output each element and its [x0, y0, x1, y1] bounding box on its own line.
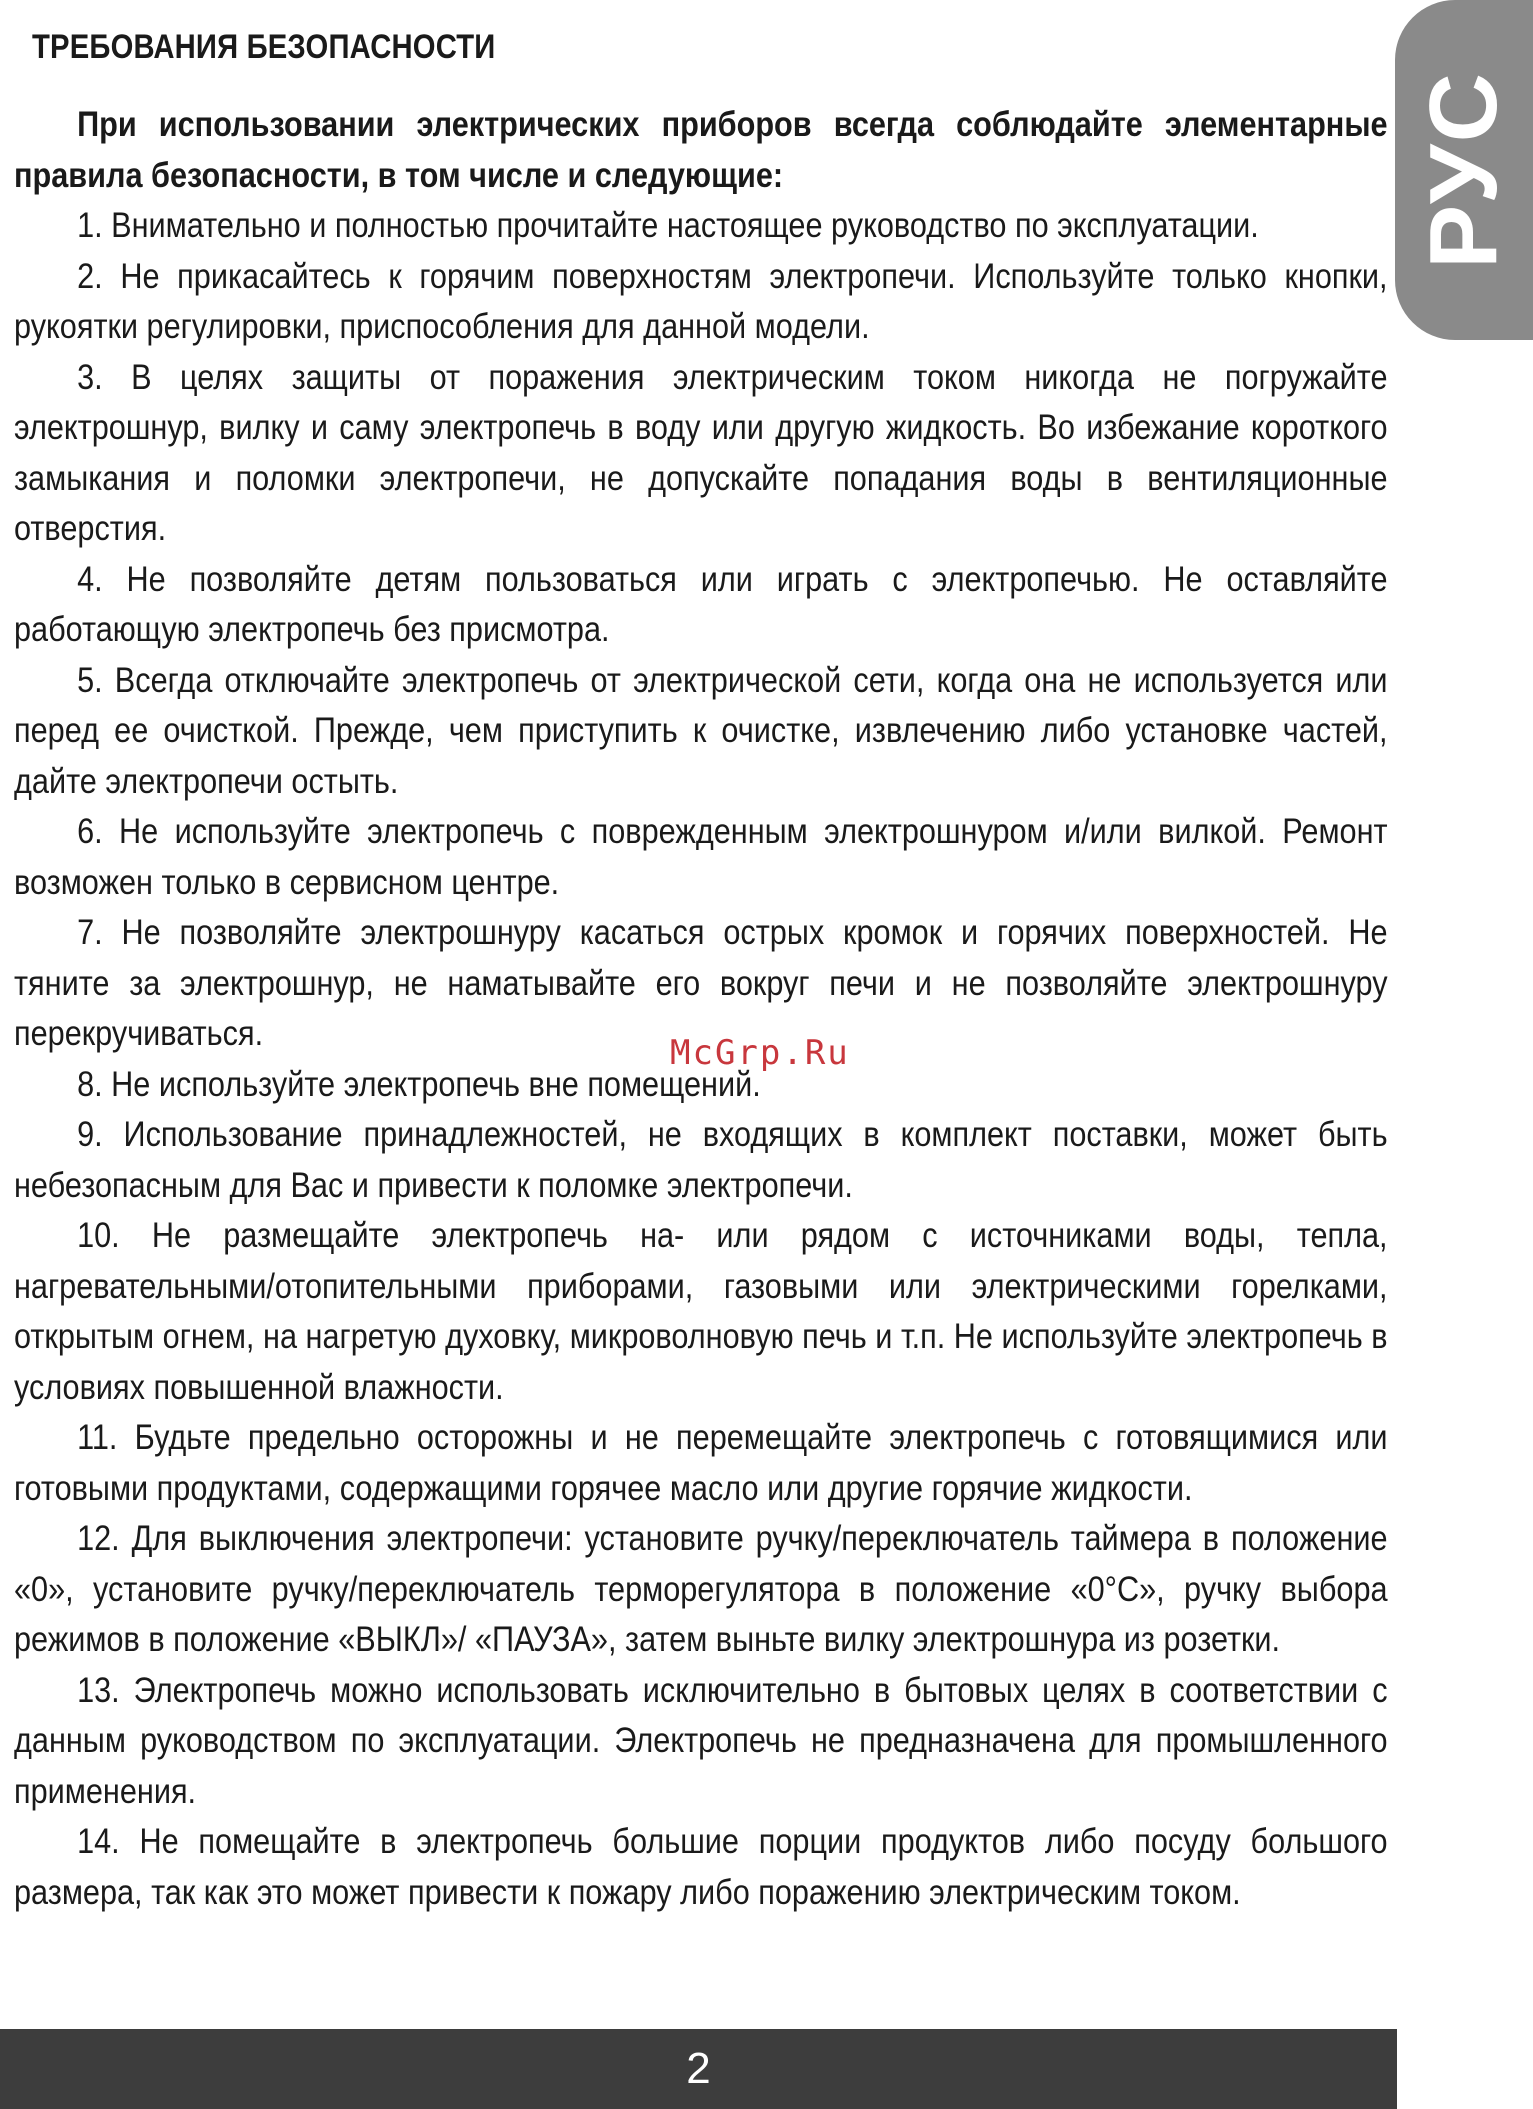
instruction-item: 10. Не размещайте электропечь на- или рядом с источниками воды, тепла, нагревательными/отопительными приборами, газовыми или электрическими горелками, открытым огнем, на нагретую духовку, микроволновую печь и т.п. Не используйте электропечь в условиях повышенной влажности. [14, 1216, 1388, 1407]
instruction-item: 11. Будьте предельно осторожны и не перемещайте электропечь с готовящимися или готовыми продуктами, содержащими горячее масло или другие горячие жидкости. [14, 1418, 1388, 1508]
instruction-item: 2. Не прикасайтесь к горячим поверхностям электропечи. Используйте только кнопки, рукоятки регулировки, приспособления для данной модели. [14, 256, 1388, 346]
instruction-item: 5. Всегда отключайте электропечь от электрической сети, когда она не используется или перед ее очисткой. Прежде, чем приступить к очистке, извлечению либо установке частей, дайте электропечи остыть. [14, 660, 1388, 801]
page-number: 2 [686, 2044, 711, 2093]
instruction-item: 3. В целях защиты от поражения электрическим током никогда не погружайте электрошнур, вилку и саму электропечь в воду или другую жидкость. Во избежание короткого замыкания и поломки электропечи, не допускайте попадания воды в вентиляционные отверстия. [14, 357, 1388, 548]
page-title: ТРЕБОВАНИЯ БЕЗОПАСНОСТИ [32, 28, 496, 66]
intro-paragraph: При использовании электрических приборов всегда соблюдайте элементарные правила безопасности, в том числе и следующие: [14, 105, 1388, 195]
instruction-item: 12. Для выключения электропечи: установите ручку/переключатель таймера в положение «0», установите ручку/переключатель терморегулятора в положение «0°С», ручку выбора режимов в положение «ВЫКЛ»/ «ПАУЗА», затем выньте вилку электрошнура из розетки. [14, 1519, 1388, 1659]
language-tab-label: РУС [1410, 71, 1517, 269]
instruction-item: 13. Электропечь можно использовать исключительно в бытовых целях в соответствии с данным руководством по эксплуатации. Электропечь не предназначена для промышленного применения. [14, 1670, 1388, 1811]
footer-bar [0, 2029, 1397, 2109]
instruction-item: 6. Не используйте электропечь с поврежденным электрошнуром и/или вилкой. Ремонт возможен только в сервисном центре. [14, 812, 1388, 902]
safety-instructions [14, 100, 1388, 1918]
instruction-item: 9. Использование принадлежностей, не входящих в комплект поставки, может быть небезопасным для Вас и привести к поломке электропечи. [14, 1115, 1388, 1205]
instruction-item: 4. Не позволяйте детям пользоваться или играть с электропечью. Не оставляйте работающую электропечь без присмотра. [14, 559, 1388, 649]
instruction-item: 8. Не используйте электропечь вне помещений. [77, 1064, 761, 1104]
instruction-item: 14. Не помещайте в электропечь большие порции продуктов либо посуду большого размера, так как это может привести к пожару либо поражению электрическим током. [14, 1822, 1388, 1912]
language-tab [1395, 0, 1533, 340]
instruction-item: 1. Внимательно и полностью прочитайте настоящее руководство по эксплуатации. [77, 206, 1259, 245]
watermark: McGrp.Ru [670, 1033, 850, 1073]
instruction-item: 7. Не позволяйте электрошнуру касаться острых кромок и горячих поверхностей. Не тяните за электрошнур, не наматывайте его вокруг печи и не позволяйте электрошнуру перекручиваться. [14, 913, 1388, 1053]
